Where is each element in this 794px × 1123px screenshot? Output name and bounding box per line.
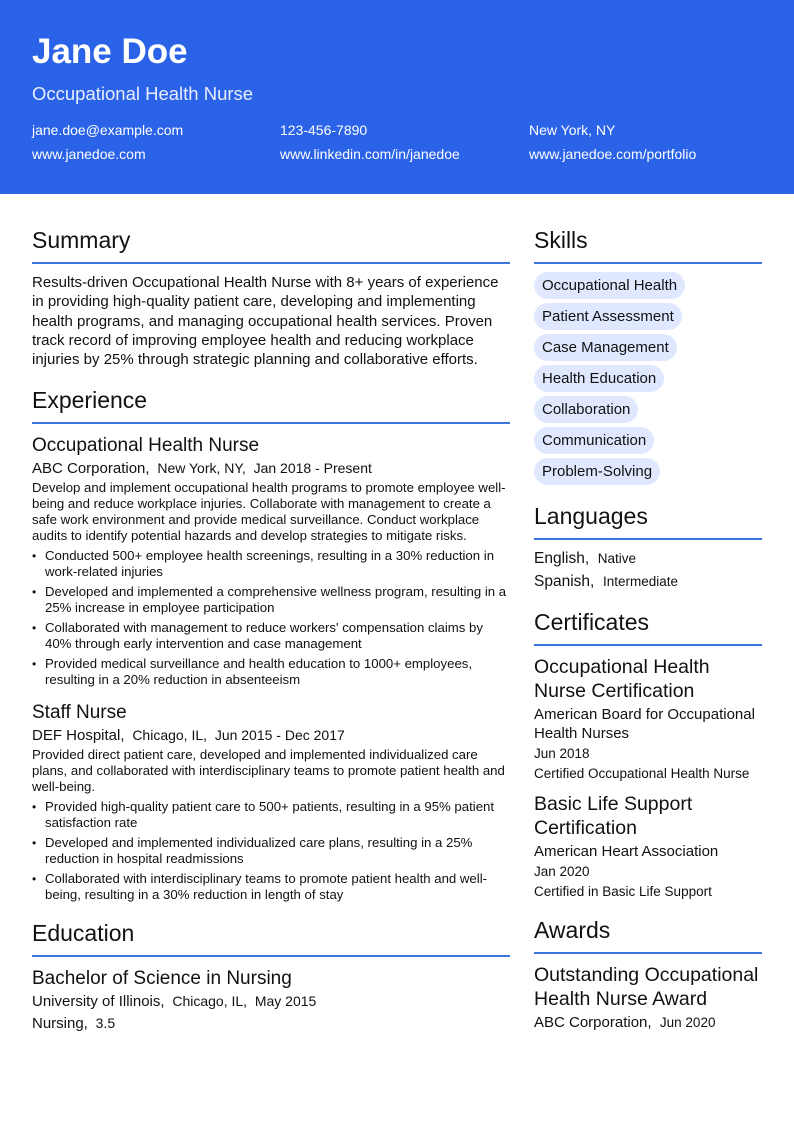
language-item	[534, 572, 762, 592]
certificate-name: Basic Life Support Certification	[534, 793, 693, 839]
section-title-experience: Experience	[32, 387, 148, 414]
section-title-awards: Awards	[534, 917, 611, 943]
certificate-date: Jun 2018	[534, 746, 590, 761]
certificates-section	[534, 608, 762, 900]
candidate-name: Jane Doe	[32, 32, 188, 71]
job-dates: Jan 2018 - Present	[253, 460, 372, 477]
certificate-issuer: American Heart Association	[534, 843, 719, 860]
language-item	[534, 549, 762, 569]
side-column	[534, 226, 762, 1032]
skill-tag: Health Education	[534, 365, 664, 392]
skill-tag: Problem-Solving	[534, 458, 660, 485]
resume-header	[0, 0, 794, 194]
language-level: Intermediate	[602, 574, 678, 589]
job-achievements	[32, 799, 510, 903]
section-title-certificates: Certificates	[534, 609, 650, 635]
language-name: Spanish,	[534, 573, 595, 590]
job-description: Develop and implement occupational health programs to promote employee well-being and reduce workplace injuries. Collaborate with management to create a safe work environment and provide medical surveillance. Conduct workplace audits to identify potential hazards and develop strategies to mitigate risks.	[32, 480, 506, 544]
achievement-item: • Developed and implemented a comprehensive wellness program, resulting in a 25% increase in employee participation	[32, 584, 510, 616]
section-divider	[32, 262, 510, 264]
contact-email[interactable]: jane.doe@example.com	[32, 122, 184, 138]
certificate-entry	[534, 655, 762, 782]
experience-section	[32, 386, 510, 903]
achievement-item: • Provided medical surveillance and health education to 1000+ employees, resulting in a 20% reduction in absenteeism	[32, 656, 510, 688]
section-divider	[534, 952, 762, 954]
achievement-item: • Provided high-quality patient care to 500+ patients, resulting in a 95% patient satisfaction rate	[32, 799, 510, 831]
award-entry	[534, 963, 762, 1032]
achievement-item: • Collaborated with management to reduce workers' compensation claims by 40% through early intervention and case management	[32, 620, 510, 652]
skill-tags	[534, 272, 762, 485]
education-section	[32, 919, 510, 1032]
school-name: University of Illinois,	[32, 993, 165, 1011]
certificate-name: Occupational Health Nurse Certification	[534, 656, 710, 702]
school-location: Chicago, IL,	[172, 993, 248, 1010]
summary-section	[32, 226, 510, 369]
job-title: Occupational Health Nurse	[32, 435, 260, 457]
summary-text: Results-driven Occupational Health Nurse with 8+ years of experience in providing high-quality patient care, developing and implementing health programs, and managing occupational health services. Proven track record of improving employee health and reducing workplace injuries by 25% through strategic planning and collaborative efforts.	[32, 274, 499, 369]
job-meta	[32, 460, 510, 477]
education-field-row	[32, 1015, 510, 1032]
section-title-education: Education	[32, 920, 135, 947]
section-title-skills: Skills	[534, 227, 588, 253]
field-of-study: Nursing,	[32, 1015, 88, 1033]
certificate-date: Jan 2020	[534, 864, 590, 879]
job-location: Chicago, IL,	[132, 727, 208, 744]
job-description: Provided direct patient care, developed and implemented individualized care plans, and collaborated with interdisciplinary teams to promote patient health and well-being.	[32, 747, 505, 795]
degree-name: Bachelor of Science in Nursing	[32, 968, 292, 990]
job-company: ABC Corporation,	[32, 460, 150, 478]
contact-phone[interactable]: 123-456-7890	[280, 122, 368, 138]
award-issuer: ABC Corporation,	[534, 1014, 652, 1031]
skill-tag: Communication	[534, 427, 654, 454]
skill-tag: Collaboration	[534, 396, 638, 423]
job-meta	[32, 727, 510, 744]
job-dates: Jun 2015 - Dec 2017	[214, 727, 345, 744]
certificate-entry	[534, 792, 762, 900]
skill-tag: Case Management	[534, 334, 677, 361]
certificate-description: Certified Occupational Health Nurse	[534, 766, 750, 781]
award-meta	[534, 1013, 762, 1032]
language-name: English,	[534, 550, 590, 567]
achievement-item: • Collaborated with interdisciplinary teams to promote patient health and well-being, resulting in a 30% reduction in length of stay	[32, 871, 510, 903]
skills-section	[534, 226, 762, 485]
main-column	[32, 226, 510, 1032]
section-title-languages: Languages	[534, 503, 648, 529]
section-divider	[32, 422, 510, 424]
contact-location: New York, NY	[529, 122, 616, 138]
awards-section	[534, 916, 762, 1032]
job-entry	[32, 434, 510, 688]
contact-website[interactable]: www.janedoe.com	[32, 146, 146, 162]
section-divider	[32, 955, 510, 957]
candidate-title: Occupational Health Nurse	[32, 83, 254, 104]
achievement-item: • Conducted 500+ employee health screenings, resulting in a 30% reduction in work-related injuries	[32, 548, 510, 580]
award-date: Jun 2020	[659, 1015, 716, 1030]
skill-tag: Patient Assessment	[534, 303, 682, 330]
graduation-date: May 2015	[254, 993, 317, 1010]
award-name: Outstanding Occupational Health Nurse Award	[534, 964, 759, 1010]
contact-linkedin[interactable]: www.linkedin.com/in/janedoe	[280, 146, 460, 162]
languages-section	[534, 502, 762, 592]
language-level: Native	[597, 551, 637, 566]
contact-portfolio[interactable]: www.janedoe.com/portfolio	[529, 146, 697, 162]
section-divider	[534, 262, 762, 264]
education-entry	[32, 967, 510, 1032]
section-title-summary: Summary	[32, 227, 131, 253]
job-company: DEF Hospital,	[32, 727, 125, 745]
job-achievements	[32, 548, 510, 688]
gpa-value: 3.5	[95, 1015, 116, 1032]
education-meta	[32, 993, 510, 1010]
job-entry	[32, 701, 510, 903]
job-title: Staff Nurse	[32, 702, 127, 724]
section-divider	[534, 538, 762, 540]
job-location: New York, NY,	[157, 460, 246, 477]
section-divider	[534, 644, 762, 646]
certificate-description: Certified in Basic Life Support	[534, 884, 712, 899]
certificate-issuer: American Board for Occupational Health Nurses	[534, 706, 755, 742]
skill-tag: Occupational Health	[534, 272, 685, 299]
language-list	[534, 549, 762, 592]
achievement-item: • Developed and implemented individualized care plans, resulting in a 25% reduction in hospital readmissions	[32, 835, 510, 867]
